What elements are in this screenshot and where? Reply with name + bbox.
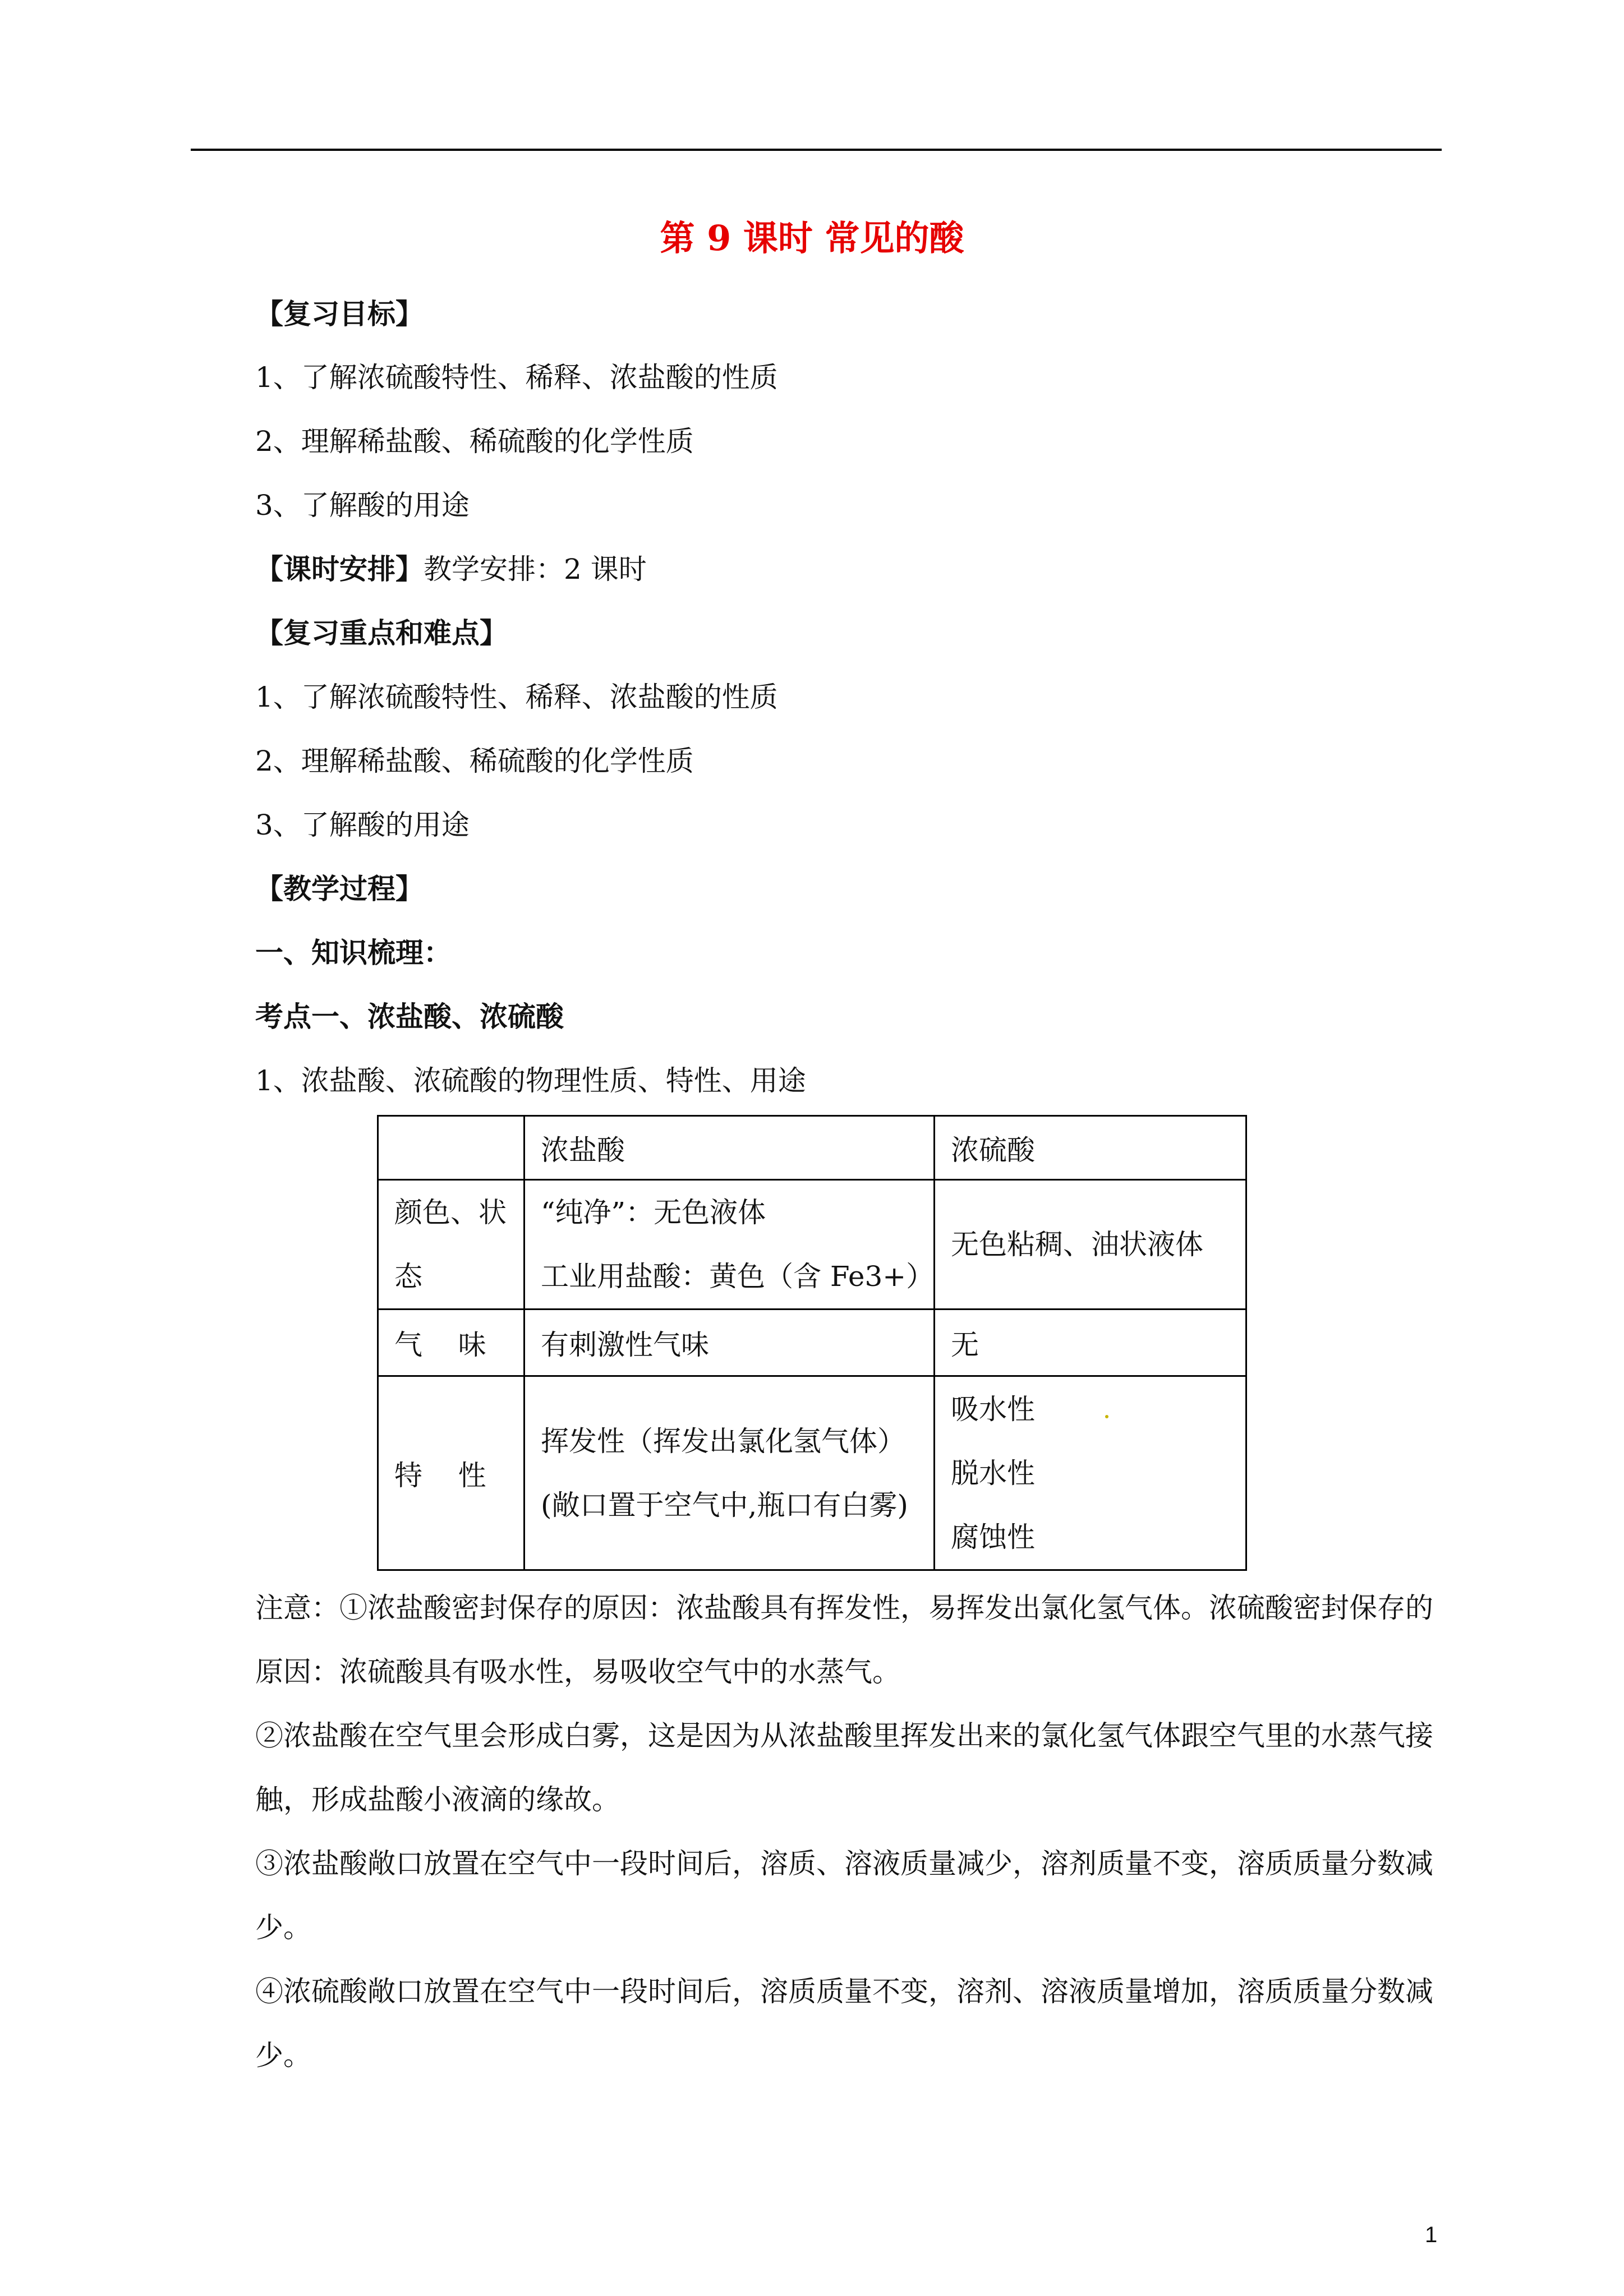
key-point-item: 2、理解稀盐酸、稀硫酸的化学性质 xyxy=(255,745,694,777)
key-points-heading: 【复习重点和难点】 xyxy=(255,616,508,649)
row-label: 态 xyxy=(394,1260,422,1293)
cell-line: 腐蚀性 xyxy=(951,1520,1035,1553)
note-paragraph xyxy=(191,1576,1442,1704)
cell-line: 挥发性（挥发出氯化氢气体） xyxy=(541,1424,905,1458)
topic-one-heading: 考点一、浓盐酸、浓硫酸 xyxy=(255,1000,564,1033)
table-row xyxy=(378,1310,1246,1376)
row-label-cell: 气 味 xyxy=(378,1310,525,1376)
table-header-cell xyxy=(378,1116,525,1180)
table-header-row xyxy=(378,1116,1246,1180)
cell-line: 工业用盐酸：黄色（含 Fe3+） xyxy=(541,1260,935,1293)
note-text: ④浓硫酸敞口放置在空气中一段时间后，溶质质量不变，溶剂、溶液质量增加，溶质质量分数减少。 xyxy=(255,1975,1433,2072)
page-title: 第 9 课时 常见的酸 xyxy=(660,218,964,259)
table-cell xyxy=(525,1376,935,1570)
header-rule xyxy=(191,149,1442,151)
note-paragraph xyxy=(191,1832,1442,1960)
table-row xyxy=(378,1376,1246,1570)
part-one-heading: 一、知识梳理： xyxy=(255,936,452,969)
note-text: ②浓盐酸在空气里会形成白雾，这是因为从浓盐酸里挥发出来的氯化氢气体跟空气里的水蒸气接触，形成盐酸小液滴的缘故。 xyxy=(255,1719,1433,1816)
table-row xyxy=(378,1180,1246,1310)
key-point-item: 3、了解酸的用途 xyxy=(255,809,470,841)
note-paragraph xyxy=(191,1704,1442,1832)
cell-line: “纯净”：无色液体 xyxy=(541,1196,766,1229)
key-point-item: 1、了解浓硫酸特性、稀释、浓盐酸的性质 xyxy=(255,681,778,713)
table-cell: 有刺激性气味 xyxy=(525,1310,935,1376)
cell-line: 吸水性 xyxy=(951,1393,1035,1426)
cell-line: 无色粘稠、油状液体 xyxy=(951,1228,1203,1261)
schedule-line xyxy=(255,550,647,589)
table-header-cell: 浓盐酸 xyxy=(525,1116,935,1180)
row-label-cell: 特 性 xyxy=(378,1376,525,1570)
review-goals-heading: 【复习目标】 xyxy=(255,297,424,330)
row-label-cell xyxy=(378,1180,525,1310)
table-cell xyxy=(935,1180,1246,1310)
item-one: 1、浓盐酸、浓硫酸的物理性质、特性、用途 xyxy=(255,1064,806,1097)
table-cell: 无 xyxy=(935,1310,1246,1376)
cell-line: 脱水性 xyxy=(951,1456,1035,1490)
table-cell xyxy=(935,1376,1246,1570)
goal-item: 1、了解浓硫酸特性、稀释、浓盐酸的性质 xyxy=(255,361,778,394)
scan-speck xyxy=(1105,1415,1108,1418)
note-text: ③浓盐酸敞口放置在空气中一段时间后，溶质、溶液质量减少，溶剂质量不变，溶质质量分数减少。 xyxy=(255,1847,1433,1944)
note-text: 注意：①浓盐酸密封保存的原因：浓盐酸具有挥发性，易挥发出氯化氢气体。浓硫酸密封保存的原因：浓硫酸具有吸水性，易吸收空气中的水蒸气。 xyxy=(255,1592,1433,1688)
goal-item: 3、了解酸的用途 xyxy=(255,489,470,522)
table-cell xyxy=(525,1180,935,1310)
row-label: 颜色、状 xyxy=(394,1196,507,1229)
process-heading: 【教学过程】 xyxy=(255,872,424,905)
goal-item: 2、理解稀盐酸、稀硫酸的化学性质 xyxy=(255,425,694,458)
page-number: 1 xyxy=(1425,2223,1438,2247)
cell-line: (敞口置于空气中,瓶口有白雾) xyxy=(541,1488,908,1522)
properties-table xyxy=(377,1115,1247,1571)
table-header-cell: 浓硫酸 xyxy=(935,1116,1246,1180)
schedule-heading: 【课时安排】 xyxy=(255,552,424,585)
schedule-text: 教学安排：2 课时 xyxy=(424,553,647,585)
note-paragraph xyxy=(191,1960,1442,2087)
